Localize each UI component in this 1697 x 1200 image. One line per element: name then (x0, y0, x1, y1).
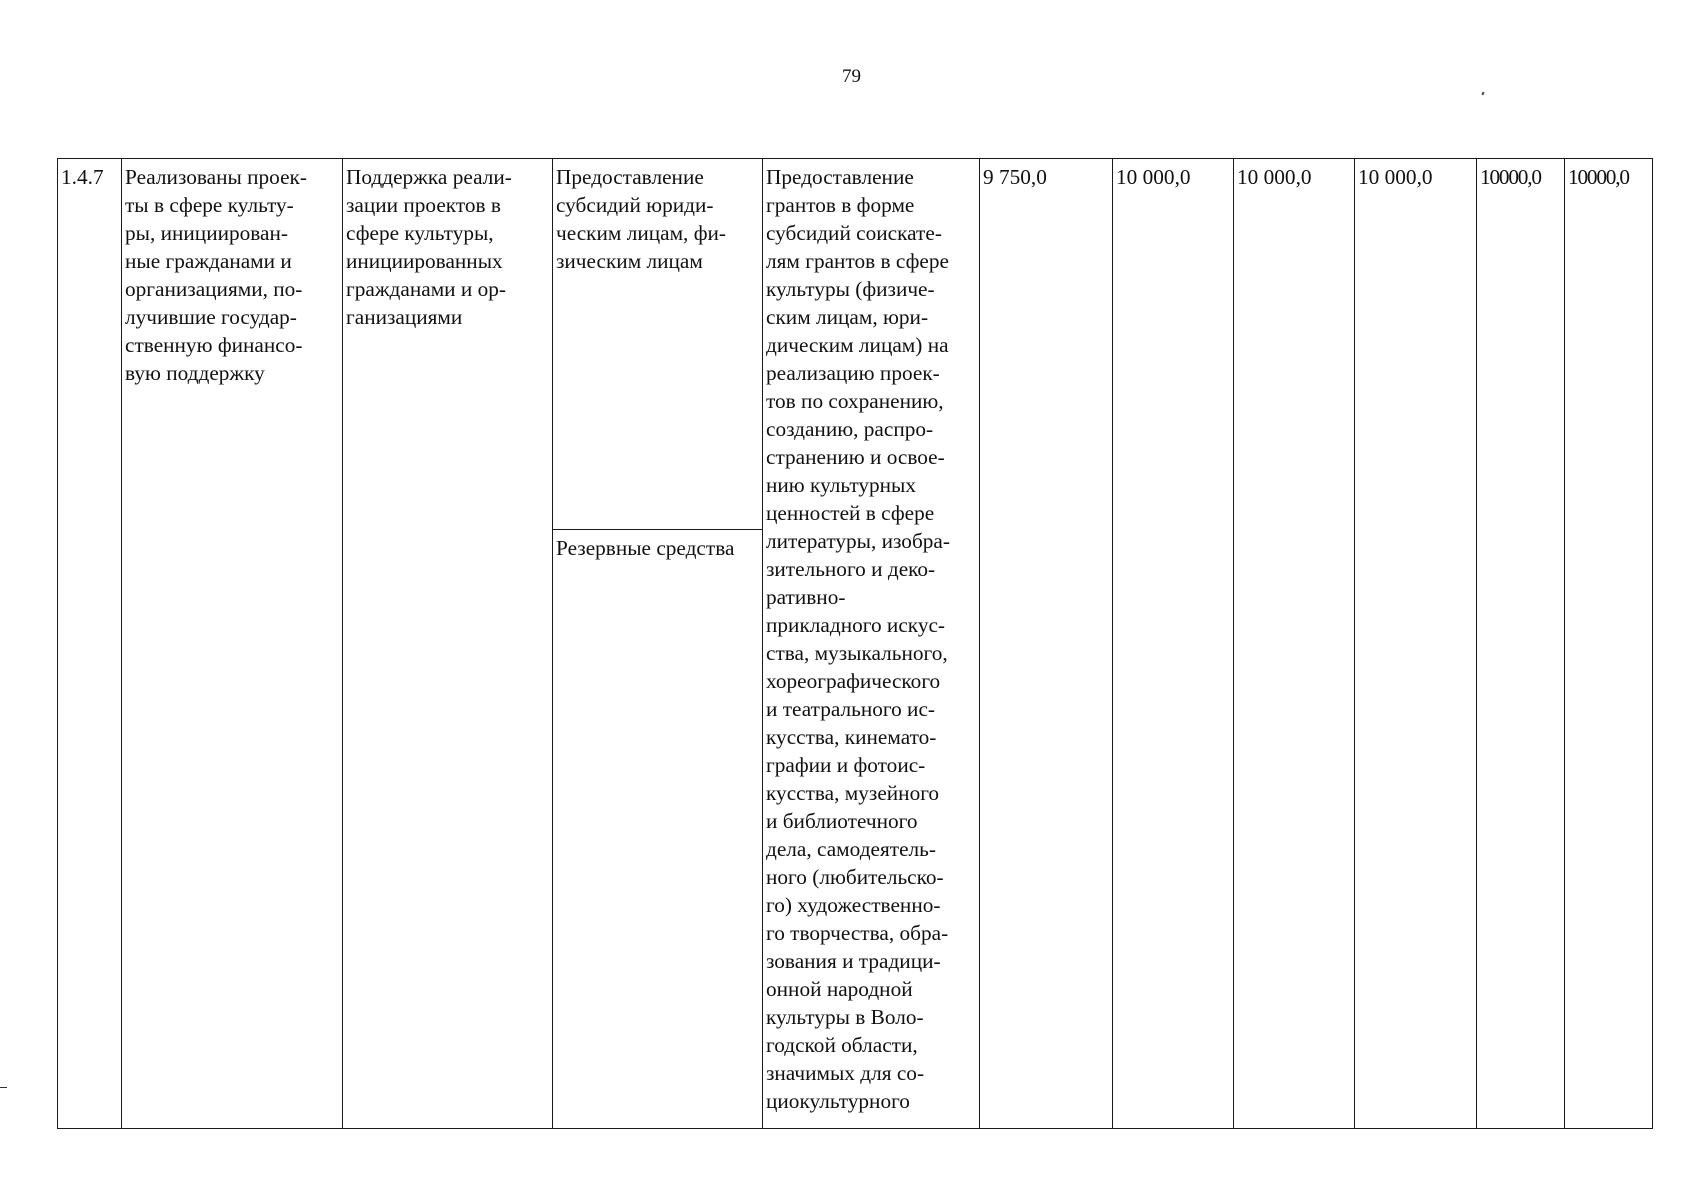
table-row (58, 159, 1653, 530)
program-measures-table (57, 158, 1653, 1129)
amount-cell-4: 10 000,0 (1355, 159, 1477, 1129)
result-cell: Реализованы проек- ты в сфере культу- ры, инициирован- ные гражданами и организациями, по- лучившие государ- ственную финансо- вую поддержку (122, 159, 343, 1129)
scan-speck (1482, 92, 1485, 96)
amount-cell-6: 10000,0 (1565, 159, 1653, 1129)
amount-cell-2: 10 000,0 (1113, 159, 1234, 1129)
scan-margin-mark (0, 1087, 7, 1088)
description-cell: Предоставление грантов в форме субсидий соискате- лям грантов в сфере культуры (физиче- ским лицам, юри- дическим лицам) на реализацию проек- тов по сохранению, созданию, распро- странению и освое- нию культурных ценностей в сфере литературы, изобра- зительного и деко- ративно- прикладного искус- ства, музыкального, хореографического и театрального ис- кусства, кинемато- графии и фотоис- кусства, музейного и библиотечного дела, самодеятель- ного (любительско- го) художественно- го творчества, обра- зования и традици- онной народной культуры в Воло- годской области, значимых для со- циокультурного (763, 159, 980, 1129)
row-code: 1.4.7 (58, 159, 122, 1129)
page-number: 79 (842, 66, 861, 87)
amount-cell-3: 10 000,0 (1234, 159, 1355, 1129)
measure-cell: Поддержка реали- зации проектов в сфере культуры, инициированных гражданами и ор- ганизациями (343, 159, 553, 1129)
mechanism-cell-reserve: Резервные средства (553, 530, 763, 1129)
amount-cell-5: 10000,0 (1477, 159, 1565, 1129)
mechanism-cell-subsidies: Предоставление субсидий юриди- ческим лицам, фи- зическим лицам (553, 159, 763, 530)
amount-cell-1: 9 750,0 (980, 159, 1113, 1129)
